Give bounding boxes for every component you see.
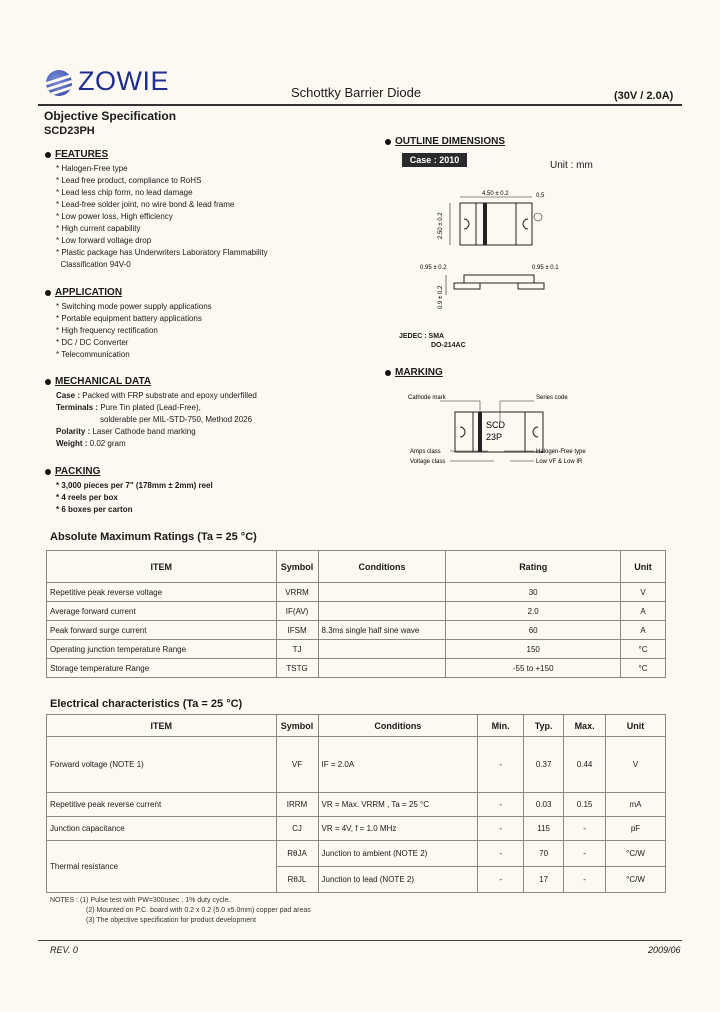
list-item: * DC / DC Converter — [56, 338, 129, 347]
packing-list — [56, 480, 213, 516]
list-item: * 6 boxes per carton — [56, 505, 133, 514]
features-list — [56, 163, 268, 271]
list-item: * High current capability — [56, 224, 141, 233]
table-header-row: ITEM Symbol Conditions Rating Unit — [47, 551, 666, 583]
section-bullet-icon — [45, 152, 51, 158]
date: 2009/06 — [648, 945, 681, 955]
list-item: * Lead less chip form, no lead damage — [56, 188, 193, 197]
list-item: * Lead-free solder joint, no wire bond & lead frame — [56, 200, 235, 209]
list-item: * Switching mode power supply applications — [56, 302, 212, 311]
table-header-row: ITEM Symbol Conditions Min. Typ. Max. Unit — [47, 715, 666, 737]
outline-drawing — [420, 185, 600, 335]
series-code-label: Series code — [536, 395, 568, 401]
table-row: Storage temperature Range TSTG -55 to +150 °C — [47, 659, 666, 678]
page-title: Schottky Barrier Diode — [291, 85, 422, 100]
outline-title: OUTLINE DIMENSIONS — [395, 136, 506, 147]
mechanical-title: MECHANICAL DATA — [55, 376, 152, 387]
section-bullet-icon — [45, 290, 51, 296]
marking-line2: 23P — [486, 432, 503, 442]
section-bullet-icon — [45, 379, 51, 385]
marking-drawing — [400, 385, 600, 475]
part-number: SCD23PH — [44, 125, 95, 137]
brand-name: ZOWIE — [78, 66, 169, 96]
case-label: Case : 2010 — [402, 153, 467, 167]
elec-title: Electrical characteristics (Ta = 25 °C) — [50, 698, 243, 710]
header-divider — [38, 104, 682, 106]
dim-pad-right-label: 0.95 ± 0.1 — [532, 265, 559, 271]
abs-max-table — [46, 550, 666, 678]
application-title: APPLICATION — [55, 287, 123, 298]
dim-pad-left-label: 0.95 ± 0.2 — [420, 265, 447, 271]
abs-max-title: Absolute Maximum Ratings (Ta = 25 °C) — [50, 531, 257, 543]
list-item: * 4 reels per box — [56, 493, 118, 502]
amps-class-label: Amps class — [410, 449, 441, 455]
table-row: RθJL Junction to lead (NOTE 2) - 17 - °C/W — [47, 867, 666, 893]
cathode-mark-label: Cathode mark — [408, 395, 446, 401]
table-row: Forward voltage (NOTE 1) VF IF = 2.0A - 0.37 0.44 V — [47, 737, 666, 793]
dim-band-label: 0.5 — [536, 193, 545, 199]
notes: NOTES : (1) Pulse test with PW=300usec , 1% duty cycle. (2) Mounted on P.C. board with 0.2 x 0.2 (5.0 x5.0mm) copper pad areas (3) The objective specification for product development — [50, 897, 311, 924]
mechanical-data: Case : Packed with FRP substrate and epoxy underfilled Terminals : Pure Tin plated (Lead-Free), solderable per MIL-STD-750, Method 2026 Polarity : Laser Cathode band marking Weight : 0.02 gram — [56, 391, 257, 448]
list-item: * Plastic package has Underwriters Laboratory Flammability — [56, 248, 268, 257]
section-bullet-icon — [385, 370, 391, 376]
application-list — [56, 301, 212, 361]
table-row: Operating junction temperature Range TJ 150 °C — [47, 640, 666, 659]
dim-width-label: 2.50 ± 0.2 — [438, 212, 444, 239]
voltage-class-label: Voltage class — [410, 459, 446, 465]
list-item: * High frequency rectification — [56, 326, 158, 335]
table-row: Peak forward surge current IFSM 8.3ms single half sine wave 60 A — [47, 621, 666, 640]
dim-height-label: 0.9 ± 0.2 — [438, 285, 444, 309]
marking-line1: SCD — [486, 420, 506, 430]
table-row: Repetitive peak reverse current IRRM VR = Max. VRRM , Ta = 25 °C - 0.03 0.15 mA — [47, 793, 666, 817]
list-item: * 3,000 pieces per 7" (178mm ± 2mm) reel — [56, 481, 213, 490]
list-item: Classification 94V-0 — [60, 260, 131, 269]
footer-divider — [38, 940, 682, 941]
list-item: * Telecommunication — [56, 350, 130, 359]
halogen-free-label: Halogen-Free type — [536, 449, 586, 455]
revision: REV. 0 — [50, 945, 78, 955]
spec-type: Objective Specification — [44, 109, 177, 123]
features-title: FEATURES — [55, 149, 109, 160]
list-item: * Portable equipment battery applications — [56, 314, 202, 323]
list-item: * Low power loss, High efficiency — [56, 212, 173, 221]
list-item: * Halogen-Free type — [56, 164, 128, 173]
section-bullet-icon — [45, 469, 51, 475]
jedec-label: JEDEC : SMA DO-214AC — [399, 333, 466, 349]
table-row: Average forward current IF(AV) 2.0 A — [47, 602, 666, 621]
elec-table — [46, 714, 666, 893]
low-vf-label: Low VF & Low IR — [536, 459, 583, 465]
table-row: Junction capacitance CJ VR = 4V, f = 1.0 MHz - 115 - pF — [47, 817, 666, 841]
marking-title: MARKING — [395, 367, 443, 378]
list-item: * Lead free product, compliance to RoHS — [56, 176, 202, 185]
voltage-current-rating: (30V / 2.0A) — [614, 90, 674, 102]
brand-logo-icon — [46, 70, 72, 96]
dim-length-label: 4.50 ± 0.2 — [482, 191, 509, 197]
section-bullet-icon — [385, 139, 391, 145]
unit-label: Unit : mm — [550, 160, 593, 171]
table-row: Repetitive peak reverse voltage VRRM 30 V — [47, 583, 666, 602]
list-item: * Low forward voltage drop — [56, 236, 152, 245]
packing-title: PACKING — [55, 466, 101, 477]
table-row: Thermal resistance RθJA Junction to ambient (NOTE 2) - 70 - °C/W — [47, 841, 666, 867]
